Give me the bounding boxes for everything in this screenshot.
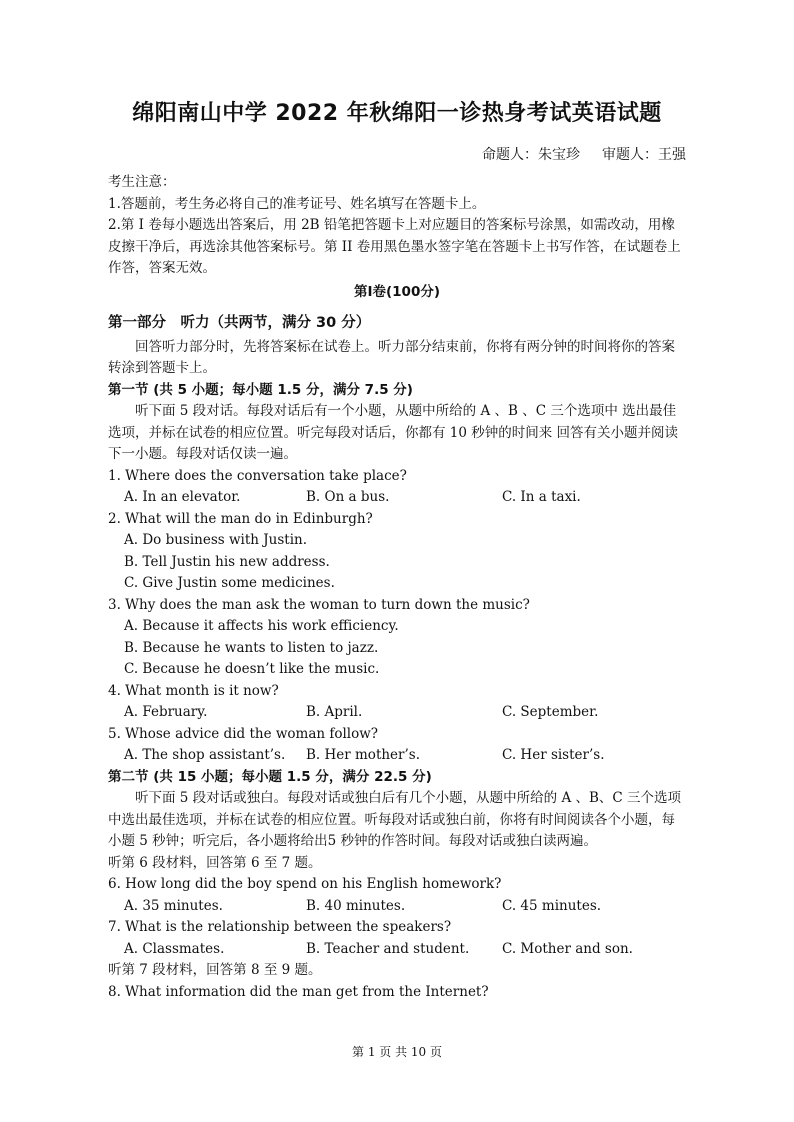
option-b: B. Because he wants to listen to jazz.: [124, 639, 379, 656]
option-a: A. Do business with Justin.: [124, 532, 308, 548]
question-stem: 3. Why does the man ask the woman to turn down the music?: [108, 596, 530, 613]
section-heading: 第二节 (共 15 小题；每小题 1.5 分，满分 22.5 分): [108, 768, 432, 785]
notice-item: 2.第 I 卷每小题选出答案后，用 2B 铅笔把答题卡上对应题目的答案标号涂黑，如需改动，用橡皮擦干净后，再选涂其他答案标号。第 II 卷用黑色墨水签字笔在答题卡上书写作答，在试题卷上作答，答案无效。: [108, 217, 681, 276]
question-stem: 2. What will the man do in Edinburgh?: [108, 510, 373, 527]
question-stem: 1. Where does the conversation take place?: [108, 467, 407, 484]
volume-heading: 第I卷(100分): [353, 283, 441, 300]
options-row: [108, 745, 686, 767]
option-c: C. September.: [502, 704, 599, 720]
option-c: C. Mother and son.: [502, 940, 633, 957]
option-a: A. The shop assistant’s.: [124, 747, 286, 763]
page-footer: 第 1 页 共 10 页: [352, 1045, 442, 1059]
option-a: A. 35 minutes.: [124, 897, 223, 914]
question-stem: 8. What information did the man get from the Internet?: [108, 983, 489, 1000]
exam-body: [108, 172, 686, 1003]
option-c: C. In a taxi.: [502, 489, 581, 505]
notice-item: 1.答题前，考生务必将自己的准考证号、姓名填写在答题卡上。: [108, 195, 486, 212]
option-b: B. On a bus.: [306, 489, 390, 505]
option-c: C. Give Justin some medicines.: [124, 575, 335, 591]
question-stem: 4. What month is it now?: [108, 682, 279, 699]
section-heading: 第一节 (共 5 小题；每小题 1.5 分，满分 7.5 分): [108, 381, 413, 398]
author-line: [482, 144, 686, 164]
part-heading: 第一部分 听力（共两节，满分 30 分）: [108, 315, 371, 331]
material-note: 听第 7 段材料，回答第 8 至 9 题。: [108, 962, 322, 978]
option-a: A. Because it affects his work efficiency.: [124, 618, 399, 634]
option-c: C. Her sister’s.: [502, 747, 605, 763]
option-a: A. February.: [124, 704, 208, 720]
section-intro: 听下面 5 段对话。每段对话后有一个小题，从题中所给的 A 、B 、C 三个选项中 选出最佳选项，并标在试卷的相应位置。听完每段对话后，你都有 10 秒钟的时间来 回答有关小题并阅读下一小题。每段对话仅读一遍。: [108, 403, 679, 462]
question-stem: 5. Whose advice did the woman follow?: [108, 725, 379, 742]
option-b: B. Her mother’s.: [306, 747, 421, 763]
option-a: A. Classmates.: [124, 940, 225, 957]
option-b: B. 40 minutes.: [306, 897, 406, 914]
options-row: [108, 487, 686, 509]
material-note: 听第 6 段材料，回答第 6 至 7 题。: [108, 854, 322, 871]
question-stem: 7. What is the relationship between the speakers?: [108, 919, 452, 935]
section-intro: 听下面 5 段对话或独白。每段对话或独白后有几个小题，从题中所给的 A 、B、C 三个选项中选出最佳选项，并标在试卷的相应位置。听每段对话或独白前，你将有时间阅读各个小题，每小题 5 秒钟；听完后，各小题将给出5 秒钟的作答时间。每段对话或独白读两遍。: [108, 790, 682, 849]
options-row: [108, 939, 686, 961]
options-row: [108, 896, 686, 918]
option-b: B. Teacher and student.: [306, 940, 470, 957]
option-c: C. 45 minutes.: [502, 897, 602, 914]
reviewer: 审题人：王强: [602, 147, 686, 163]
page-title: 绵阳南山中学 2022 年秋绵阳一诊热身考试英语试题: [132, 101, 662, 126]
options-row: [108, 702, 686, 724]
option-c: C. Because he doesn’t like the music.: [124, 661, 380, 677]
option-a: A. In an elevator.: [124, 489, 241, 505]
part-intro: 回答听力部分时，先将答案标在试卷上。听力部分结束前，你将有两分钟的时间将你的答案转涂到答题卡上。: [108, 338, 675, 376]
proposer: 命题人：朱宝珍: [482, 147, 580, 163]
option-b: B. April.: [306, 704, 363, 720]
notice-heading: 考生注意：: [108, 174, 176, 190]
question-stem: 6. How long did the boy spend on his English homework?: [108, 876, 502, 892]
option-b: B. Tell Justin his new address.: [124, 553, 330, 570]
